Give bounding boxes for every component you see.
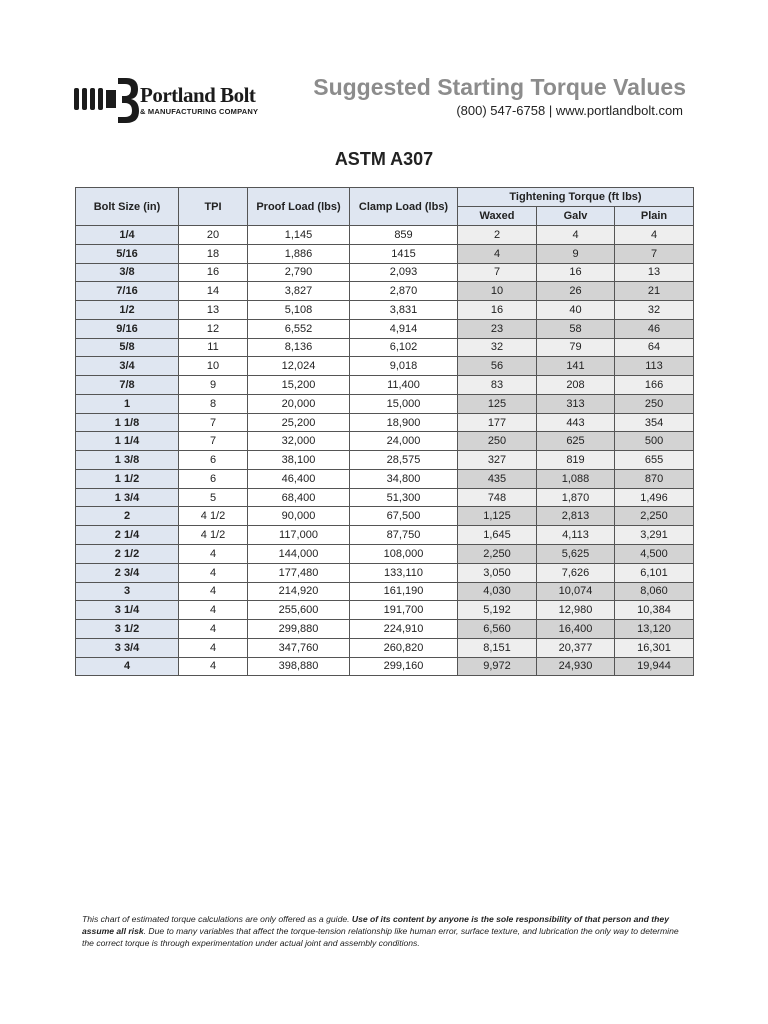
table-row xyxy=(76,451,694,470)
waxed-torque-cell: 748 xyxy=(458,488,537,507)
disclaimer-text: This chart of estimated torque calculations are only offered as a guide. xyxy=(82,914,352,924)
disclaimer-bold-text: Use of its content by anyone is the sole responsibility of that person and they assume all risk xyxy=(82,914,669,936)
plain-torque-cell: 2,250 xyxy=(615,507,694,526)
proof-load-cell: 12,024 xyxy=(248,357,350,376)
disclaimer-text-continued: . Due to many variables that affect the torque-tension relationship like human error, surface texture, and lubrication the only way to determine the correct torque is through experimentation under actual joint and assembly conditions. xyxy=(82,926,679,948)
column-header-proof-load: Proof Load (lbs) xyxy=(248,188,350,226)
tpi-cell: 4 xyxy=(179,638,248,657)
proof-load-cell: 1,145 xyxy=(248,226,350,245)
waxed-torque-cell: 56 xyxy=(458,357,537,376)
waxed-torque-cell: 6,560 xyxy=(458,620,537,639)
galv-torque-cell: 4 xyxy=(537,226,615,245)
galv-torque-cell: 2,813 xyxy=(537,507,615,526)
waxed-torque-cell: 177 xyxy=(458,413,537,432)
waxed-torque-cell: 2 xyxy=(458,226,537,245)
galv-torque-cell: 16,400 xyxy=(537,620,615,639)
plain-torque-cell: 250 xyxy=(615,394,694,413)
proof-load-cell: 68,400 xyxy=(248,488,350,507)
clamp-load-cell: 28,575 xyxy=(350,451,458,470)
clamp-load-cell: 161,190 xyxy=(350,582,458,601)
plain-torque-cell: 46 xyxy=(615,319,694,338)
galv-torque-cell: 1,870 xyxy=(537,488,615,507)
clamp-load-cell: 2,870 xyxy=(350,282,458,301)
plain-torque-cell: 7 xyxy=(615,244,694,263)
plain-torque-cell: 10,384 xyxy=(615,601,694,620)
waxed-torque-cell: 32 xyxy=(458,338,537,357)
tpi-cell: 4 1/2 xyxy=(179,526,248,545)
bolt-size-cell: 5/8 xyxy=(76,338,179,357)
plain-torque-cell: 500 xyxy=(615,432,694,451)
tpi-cell: 9 xyxy=(179,376,248,395)
galv-torque-cell: 625 xyxy=(537,432,615,451)
clamp-load-cell: 51,300 xyxy=(350,488,458,507)
table-row xyxy=(76,432,694,451)
table-row xyxy=(76,394,694,413)
clamp-load-cell: 2,093 xyxy=(350,263,458,282)
bolt-size-cell: 3/8 xyxy=(76,263,179,282)
plain-torque-cell: 655 xyxy=(615,451,694,470)
table-row xyxy=(76,657,694,676)
galv-torque-cell: 4,113 xyxy=(537,526,615,545)
waxed-torque-cell: 125 xyxy=(458,394,537,413)
bolt-size-cell: 2 1/2 xyxy=(76,545,179,564)
proof-load-cell: 20,000 xyxy=(248,394,350,413)
tpi-cell: 6 xyxy=(179,451,248,470)
document-title: Suggested Starting Torque Values xyxy=(313,74,686,100)
galv-torque-cell: 1,088 xyxy=(537,469,615,488)
disclaimer xyxy=(82,913,692,949)
bolt-size-cell: 4 xyxy=(76,657,179,676)
galv-torque-cell: 24,930 xyxy=(537,657,615,676)
waxed-torque-cell: 435 xyxy=(458,469,537,488)
column-header-waxed: Waxed xyxy=(458,207,537,226)
tpi-cell: 14 xyxy=(179,282,248,301)
waxed-torque-cell: 5,192 xyxy=(458,601,537,620)
column-header-clamp-load: Clamp Load (lbs) xyxy=(350,188,458,226)
galv-torque-cell: 26 xyxy=(537,282,615,301)
bolt-size-cell: 9/16 xyxy=(76,319,179,338)
proof-load-cell: 5,108 xyxy=(248,301,350,320)
galv-torque-cell: 7,626 xyxy=(537,563,615,582)
tpi-cell: 13 xyxy=(179,301,248,320)
galv-torque-cell: 141 xyxy=(537,357,615,376)
waxed-torque-cell: 10 xyxy=(458,282,537,301)
tpi-cell: 7 xyxy=(179,432,248,451)
table-row xyxy=(76,301,694,320)
clamp-load-cell: 133,110 xyxy=(350,563,458,582)
waxed-torque-cell: 23 xyxy=(458,319,537,338)
galv-torque-cell: 313 xyxy=(537,394,615,413)
table-row xyxy=(76,638,694,657)
table-row xyxy=(76,601,694,620)
plain-torque-cell: 64 xyxy=(615,338,694,357)
table-row xyxy=(76,244,694,263)
clamp-load-cell: 67,500 xyxy=(350,507,458,526)
tpi-cell: 7 xyxy=(179,413,248,432)
clamp-load-cell: 9,018 xyxy=(350,357,458,376)
waxed-torque-cell: 16 xyxy=(458,301,537,320)
plain-torque-cell: 21 xyxy=(615,282,694,301)
clamp-load-cell: 260,820 xyxy=(350,638,458,657)
proof-load-cell: 214,920 xyxy=(248,582,350,601)
clamp-load-cell: 87,750 xyxy=(350,526,458,545)
plain-torque-cell: 4,500 xyxy=(615,545,694,564)
galv-torque-cell: 58 xyxy=(537,319,615,338)
clamp-load-cell: 24,000 xyxy=(350,432,458,451)
column-group-tightening-torque: Tightening Torque (ft lbs) xyxy=(458,188,694,207)
proof-load-cell: 6,552 xyxy=(248,319,350,338)
table-row xyxy=(76,469,694,488)
clamp-load-cell: 1415 xyxy=(350,244,458,263)
proof-load-cell: 144,000 xyxy=(248,545,350,564)
tpi-cell: 8 xyxy=(179,394,248,413)
proof-load-cell: 398,880 xyxy=(248,657,350,676)
proof-load-cell: 38,100 xyxy=(248,451,350,470)
clamp-load-cell: 859 xyxy=(350,226,458,245)
bolt-size-cell: 7/8 xyxy=(76,376,179,395)
plain-torque-cell: 13 xyxy=(615,263,694,282)
bolt-size-cell: 3/4 xyxy=(76,357,179,376)
brand-name: Portland Bolt xyxy=(140,83,256,107)
tpi-cell: 6 xyxy=(179,469,248,488)
bolt-size-cell: 1 1/8 xyxy=(76,413,179,432)
tpi-cell: 4 xyxy=(179,582,248,601)
proof-load-cell: 177,480 xyxy=(248,563,350,582)
galv-torque-cell: 40 xyxy=(537,301,615,320)
waxed-torque-cell: 4 xyxy=(458,244,537,263)
tpi-cell: 16 xyxy=(179,263,248,282)
bolt-size-cell: 5/16 xyxy=(76,244,179,263)
waxed-torque-cell: 250 xyxy=(458,432,537,451)
plain-torque-cell: 13,120 xyxy=(615,620,694,639)
tpi-cell: 5 xyxy=(179,488,248,507)
waxed-torque-cell: 3,050 xyxy=(458,563,537,582)
plain-torque-cell: 19,944 xyxy=(615,657,694,676)
plain-torque-cell: 8,060 xyxy=(615,582,694,601)
clamp-load-cell: 18,900 xyxy=(350,413,458,432)
clamp-load-cell: 11,400 xyxy=(350,376,458,395)
tpi-cell: 4 1/2 xyxy=(179,507,248,526)
plain-torque-cell: 4 xyxy=(615,226,694,245)
table-row xyxy=(76,282,694,301)
clamp-load-cell: 34,800 xyxy=(350,469,458,488)
table-row xyxy=(76,620,694,639)
table-row xyxy=(76,507,694,526)
proof-load-cell: 8,136 xyxy=(248,338,350,357)
table-row xyxy=(76,226,694,245)
tpi-cell: 11 xyxy=(179,338,248,357)
table-row xyxy=(76,263,694,282)
proof-load-cell: 1,886 xyxy=(248,244,350,263)
clamp-load-cell: 3,831 xyxy=(350,301,458,320)
tpi-cell: 4 xyxy=(179,563,248,582)
bolt-size-cell: 7/16 xyxy=(76,282,179,301)
proof-load-cell: 3,827 xyxy=(248,282,350,301)
table-body xyxy=(76,226,694,676)
table-row xyxy=(76,376,694,395)
column-header-tpi: TPI xyxy=(179,188,248,226)
galv-torque-cell: 10,074 xyxy=(537,582,615,601)
galv-torque-cell: 20,377 xyxy=(537,638,615,657)
contact-info: (800) 547-6758 | www.portlandbolt.com xyxy=(456,103,683,118)
waxed-torque-cell: 1,125 xyxy=(458,507,537,526)
column-header-plain: Plain xyxy=(615,207,694,226)
plain-torque-cell: 113 xyxy=(615,357,694,376)
clamp-load-cell: 6,102 xyxy=(350,338,458,357)
waxed-torque-cell: 1,645 xyxy=(458,526,537,545)
galv-torque-cell: 819 xyxy=(537,451,615,470)
clamp-load-cell: 15,000 xyxy=(350,394,458,413)
tpi-cell: 20 xyxy=(179,226,248,245)
waxed-torque-cell: 4,030 xyxy=(458,582,537,601)
bolt-size-cell: 3 1/4 xyxy=(76,601,179,620)
plain-torque-cell: 354 xyxy=(615,413,694,432)
tpi-cell: 10 xyxy=(179,357,248,376)
plain-torque-cell: 166 xyxy=(615,376,694,395)
waxed-torque-cell: 9,972 xyxy=(458,657,537,676)
brand-subtitle: & MANUFACTURING COMPANY xyxy=(140,107,259,116)
bolt-size-cell: 1 xyxy=(76,394,179,413)
bolt-size-cell: 1 3/4 xyxy=(76,488,179,507)
table-row xyxy=(76,338,694,357)
table-row xyxy=(76,563,694,582)
plain-torque-cell: 32 xyxy=(615,301,694,320)
torque-table xyxy=(75,187,694,676)
tpi-cell: 18 xyxy=(179,244,248,263)
plain-torque-cell: 16,301 xyxy=(615,638,694,657)
table-row xyxy=(76,413,694,432)
bolt-size-cell: 1 1/4 xyxy=(76,432,179,451)
galv-torque-cell: 9 xyxy=(537,244,615,263)
bolt-size-cell: 3 3/4 xyxy=(76,638,179,657)
bolt-size-cell: 1/4 xyxy=(76,226,179,245)
clamp-load-cell: 4,914 xyxy=(350,319,458,338)
column-header-bolt-size: Bolt Size (in) xyxy=(76,188,179,226)
plain-torque-cell: 6,101 xyxy=(615,563,694,582)
column-header-galv: Galv xyxy=(537,207,615,226)
plain-torque-cell: 870 xyxy=(615,469,694,488)
galv-torque-cell: 12,980 xyxy=(537,601,615,620)
bolt-size-cell: 3 xyxy=(76,582,179,601)
clamp-load-cell: 299,160 xyxy=(350,657,458,676)
galv-torque-cell: 79 xyxy=(537,338,615,357)
bolt-size-cell: 2 3/4 xyxy=(76,563,179,582)
table-row xyxy=(76,319,694,338)
bolt-size-cell: 3 1/2 xyxy=(76,620,179,639)
proof-load-cell: 46,400 xyxy=(248,469,350,488)
proof-load-cell: 90,000 xyxy=(248,507,350,526)
proof-load-cell: 299,880 xyxy=(248,620,350,639)
waxed-torque-cell: 83 xyxy=(458,376,537,395)
table-row xyxy=(76,357,694,376)
plain-torque-cell: 3,291 xyxy=(615,526,694,545)
table-row xyxy=(76,582,694,601)
tpi-cell: 4 xyxy=(179,657,248,676)
proof-load-cell: 32,000 xyxy=(248,432,350,451)
bolt-size-cell: 2 xyxy=(76,507,179,526)
plain-torque-cell: 1,496 xyxy=(615,488,694,507)
waxed-torque-cell: 8,151 xyxy=(458,638,537,657)
proof-load-cell: 2,790 xyxy=(248,263,350,282)
galv-torque-cell: 5,625 xyxy=(537,545,615,564)
brand-logo xyxy=(74,74,284,126)
proof-load-cell: 117,000 xyxy=(248,526,350,545)
proof-load-cell: 255,600 xyxy=(248,601,350,620)
waxed-torque-cell: 7 xyxy=(458,263,537,282)
table-title: ASTM A307 xyxy=(334,149,434,169)
clamp-load-cell: 224,910 xyxy=(350,620,458,639)
bolt-logo-icon xyxy=(74,74,140,126)
table-row xyxy=(76,488,694,507)
proof-load-cell: 347,760 xyxy=(248,638,350,657)
waxed-torque-cell: 327 xyxy=(458,451,537,470)
tpi-cell: 4 xyxy=(179,620,248,639)
proof-load-cell: 25,200 xyxy=(248,413,350,432)
bolt-size-cell: 1/2 xyxy=(76,301,179,320)
galv-torque-cell: 443 xyxy=(537,413,615,432)
waxed-torque-cell: 2,250 xyxy=(458,545,537,564)
table-row xyxy=(76,526,694,545)
proof-load-cell: 15,200 xyxy=(248,376,350,395)
bolt-size-cell: 1 1/2 xyxy=(76,469,179,488)
clamp-load-cell: 108,000 xyxy=(350,545,458,564)
clamp-load-cell: 191,700 xyxy=(350,601,458,620)
tpi-cell: 4 xyxy=(179,545,248,564)
tpi-cell: 4 xyxy=(179,601,248,620)
bolt-size-cell: 2 1/4 xyxy=(76,526,179,545)
bolt-size-cell: 1 3/8 xyxy=(76,451,179,470)
tpi-cell: 12 xyxy=(179,319,248,338)
galv-torque-cell: 16 xyxy=(537,263,615,282)
galv-torque-cell: 208 xyxy=(537,376,615,395)
table-row xyxy=(76,545,694,564)
